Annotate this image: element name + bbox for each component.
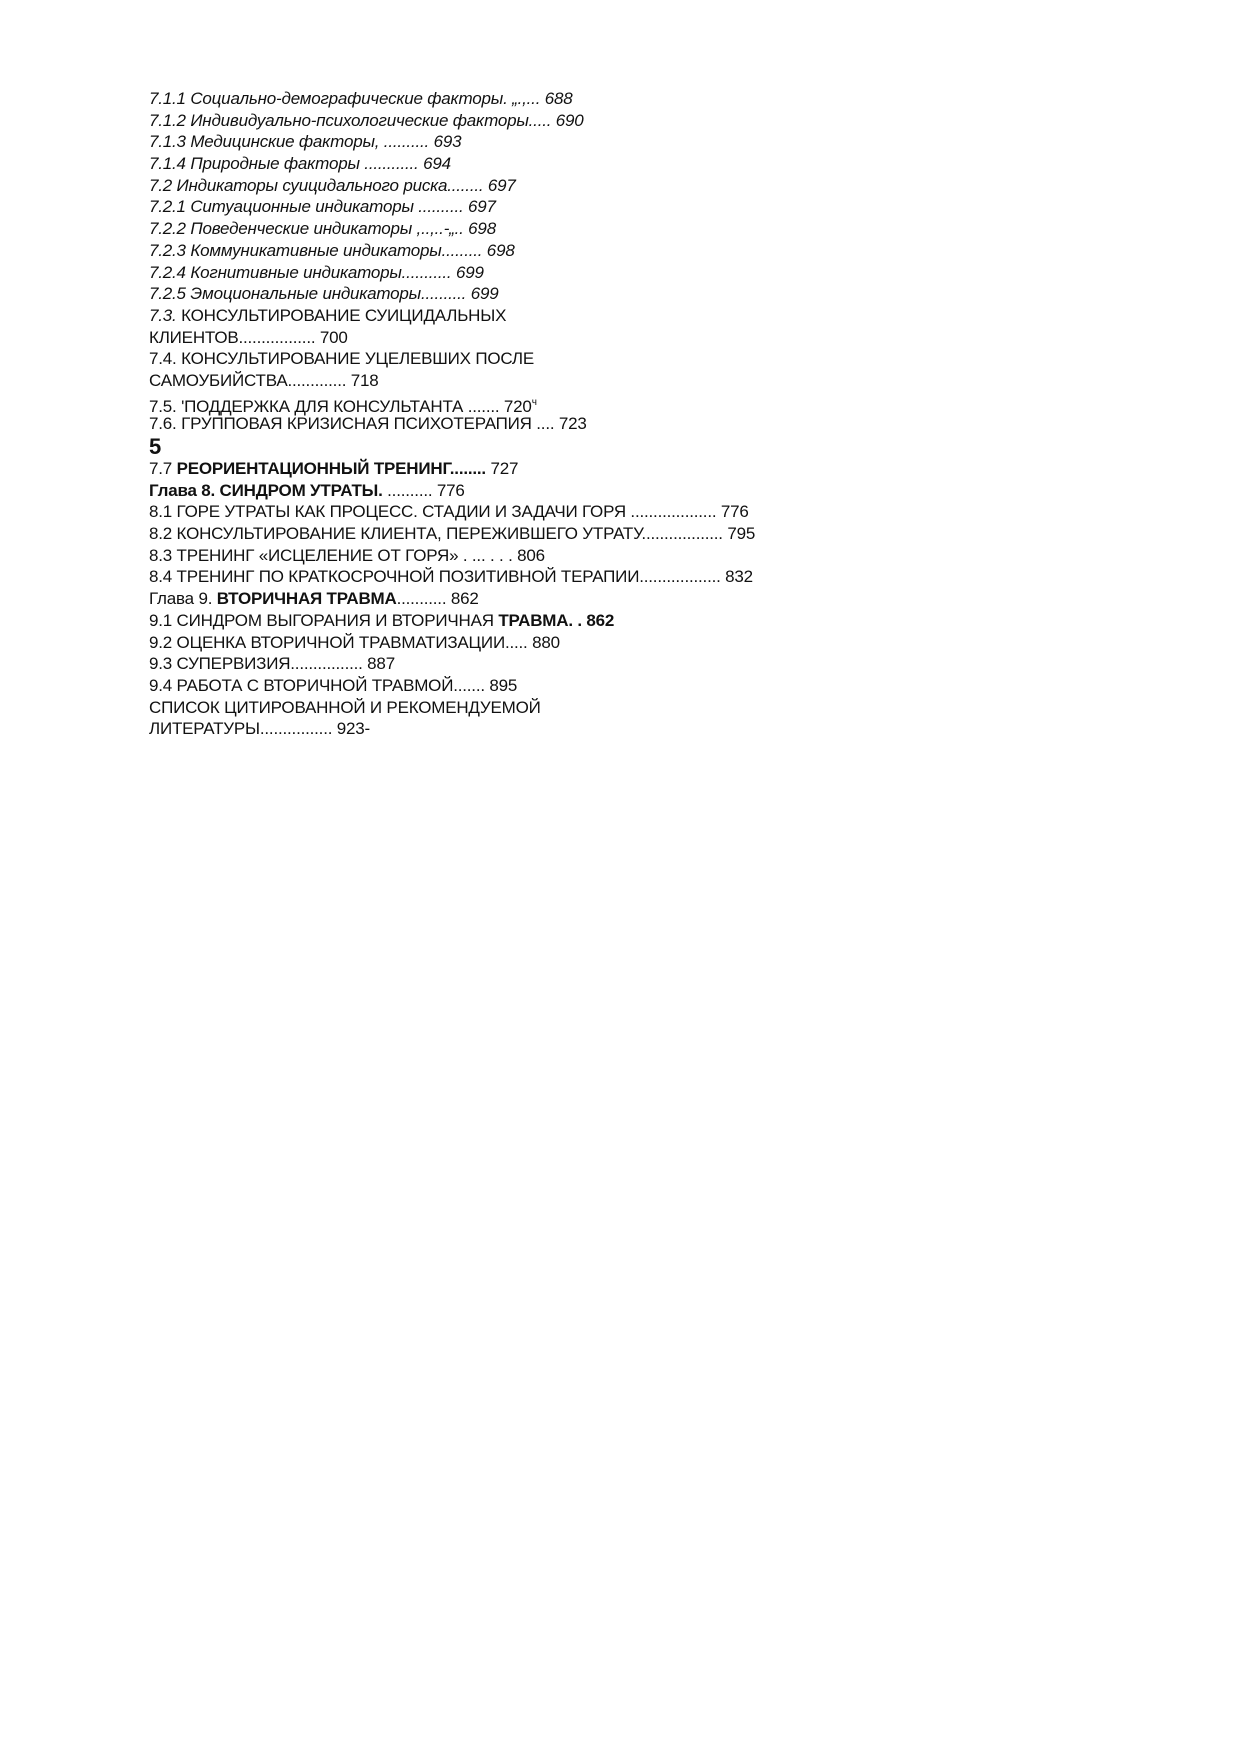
- toc-entry: 7.2.4 Когнитивные индикаторы........... 699: [149, 262, 484, 282]
- toc-entry: 8.4 ТРЕНИНГ ПО КРАТКОСРОЧНОЙ ПОЗИТИВНОЙ ТЕРАПИИ.................. 832: [149, 567, 753, 587]
- toc-entry: 7.2.1 Ситуационные индикаторы .......... 697: [149, 197, 496, 217]
- toc-entry: [149, 392, 1149, 414]
- toc-entry: 7.2.2 Поведенческие индикаторы ,..,..-„.. 698: [149, 219, 496, 239]
- toc-entry-title: РЕОРИЕНТАЦИОННЫЙ ТРЕНИНГ........: [176, 459, 486, 478]
- toc-entry-title: 7.5. 'ПОДДЕРЖКА ДЛЯ КОНСУЛЬТАНТА ....... 720: [149, 396, 532, 416]
- toc-entry: 7.6. ГРУППОВАЯ КРИЗИСНАЯ ПСИХОТЕРАПИЯ .... 723: [149, 414, 587, 434]
- toc-entry-page: ........... 862: [396, 589, 479, 609]
- page-number: 5: [149, 434, 162, 459]
- toc-entry: 7.2.5 Эмоциональные индикаторы.......... 699: [149, 284, 499, 304]
- toc-entry: СПИСОК ЦИТИРОВАННОЙ И РЕКОМЕНДУЕМОЙ: [149, 697, 541, 717]
- chapter-heading: [149, 480, 1149, 502]
- toc-entry: [149, 458, 1149, 480]
- toc-entry-number: 7.3.: [149, 305, 177, 325]
- toc-entry-continuation: КЛИЕНТОВ................. 700: [149, 327, 348, 347]
- toc-entry: 7.1.2 Индивидуально-психологические факторы..... 690: [149, 110, 584, 130]
- toc-entry-title-bold: ТРАВМА. . 862: [498, 610, 615, 630]
- toc-entry: 9.3 СУПЕРВИЗИЯ................ 887: [149, 654, 395, 674]
- toc-entry-title: КОНСУЛЬТИРОВАНИЕ СУИЦИДАЛЬНЫХ: [176, 305, 507, 325]
- table-of-contents: [149, 88, 1149, 740]
- chapter-heading: [149, 588, 1149, 610]
- toc-entry: 7.1.3 Медицинские факторы, .......... 693: [149, 132, 462, 152]
- toc-entry: 7.2.3 Коммуникативные индикаторы......... 698: [149, 240, 515, 260]
- toc-entry: [149, 305, 1149, 327]
- toc-entry-number: 7.7: [149, 459, 177, 478]
- toc-entry: 7.2 Индикаторы суицидального риска........ 697: [149, 175, 516, 195]
- chapter-label: Глава 9.: [149, 589, 217, 609]
- toc-entry-page: 727: [485, 459, 519, 478]
- toc-entry: 8.2 КОНСУЛЬТИРОВАНИЕ КЛИЕНТА, ПЕРЕЖИВШЕГО УТРАТУ.................. 795: [149, 524, 756, 544]
- toc-entry: 9.2 ОЦЕНКА ВТОРИЧНОЙ ТРАВМАТИЗАЦИИ..... 880: [149, 632, 560, 652]
- toc-entry: 9.4 РАБОТА С ВТОРИЧНОЙ ТРАВМОЙ....... 895: [149, 675, 518, 695]
- stray-mark: ч: [531, 396, 537, 408]
- toc-entry-continuation: ЛИТЕРАТУРЫ................ 923-: [149, 719, 371, 739]
- toc-entry: 7.1.1 Социально-демографические факторы. „.,... 688: [149, 89, 573, 108]
- chapter-title: Глава 8. СИНДРОМ УТРАТЫ.: [149, 480, 383, 500]
- toc-entry-page: .......... 776: [382, 480, 465, 500]
- chapter-title: ВТОРИЧНАЯ ТРАВМА: [216, 589, 397, 609]
- toc-entry-title: 9.1 СИНДРОМ ВЫГОРАНИЯ И ВТОРИЧНАЯ: [149, 610, 499, 630]
- toc-entry: 7.1.4 Природные факторы ............ 694: [149, 154, 451, 174]
- toc-entry: 8.3 ТРЕНИНГ «ИСЦЕЛЕНИЕ ОТ ГОРЯ» . ... . . . 806: [149, 545, 545, 565]
- toc-entry: [149, 610, 1149, 632]
- toc-entry: 8.1 ГОРЕ УТРАТЫ КАК ПРОЦЕСС. СТАДИИ И ЗАДАЧИ ГОРЯ ................... 776: [149, 502, 749, 522]
- toc-entry: 7.4. КОНСУЛЬТИРОВАНИЕ УЦЕЛЕВШИХ ПОСЛЕ: [149, 349, 534, 369]
- toc-entry-continuation: САМОУБИЙСТВА............. 718: [149, 370, 379, 390]
